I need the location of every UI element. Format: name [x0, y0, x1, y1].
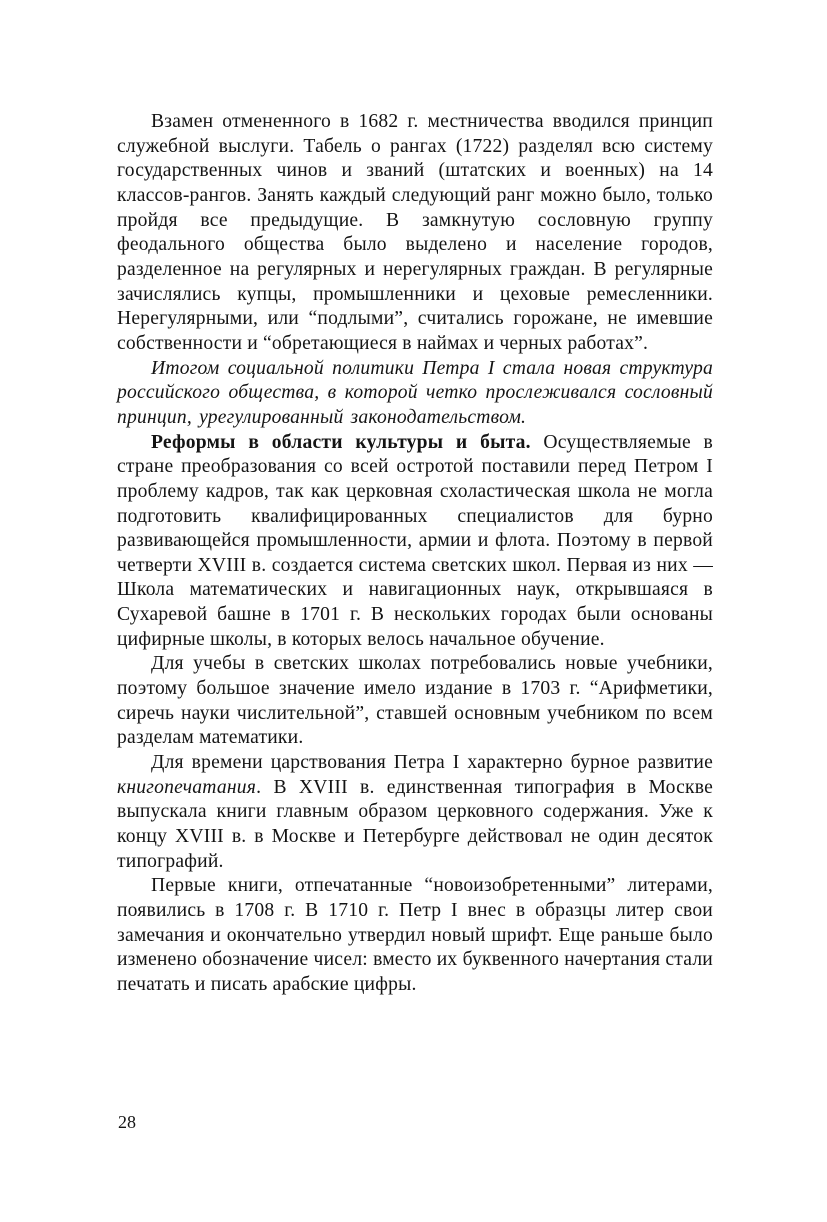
- paragraph-printing-after: . В XVIII в. единственная типография в Москве выпускала книги главным образом церковного содержания. Уже к концу XVIII в. в Москве и Петербурге действовал не один десяток типографий.: [117, 776, 713, 872]
- page-number: 28: [118, 1112, 136, 1132]
- paragraph-printing-before: Для времени царствования Петра I характерно бурное развитие: [151, 752, 713, 774]
- section-lead-culture-reforms: Реформы в области культуры и быта.: [151, 431, 531, 453]
- paragraph-printing: [117, 751, 713, 874]
- paragraph-social-policy-summary: Итогом социальной политики Петра I стала новая структура российского общества, в которой четко прослеживался сословный принцип, урегулированный законодательством.: [117, 357, 713, 428]
- paragraph-textbooks: Для учебы в светских школах потребовались новые учебники, поэтому большое значение имело издание в 1703 г. “Арифметики, сиречь науки числительной”, ставшей основным учебником по всем разделам математики.: [117, 653, 713, 749]
- paragraph-culture-reforms-text: Осуществляемые в стране преобразования со всей остротой поставили перед Петром I проблему кадров, так как церковная схоластическая школа не могла подготовить квалифицированных специалистов для бурно развивающейся промышленности, армии и флота. Поэтому в первой четверти XVIII в. создается система светских школ. Первая из них — Школа математических и навигационных наук, открывшаяся в Сухаревой башне в 1701 г. В нескольких городах были основаны цифирные школы, в которых велось начальное обучение.: [117, 431, 713, 650]
- paragraph-culture-reforms: [117, 431, 713, 653]
- paragraph-first-books: Первые книги, отпечатанные “новоизобретенными” литерами, появились в 1708 г. В 1710 г. Петр I внес в образцы литер свои замечания и окончательно утвердил новый шрифт. Еще раньше было изменено обозначение чисел: вместо их буквенного начертания стали печатать и писать арабские цифры.: [117, 875, 713, 995]
- paragraph-table-of-ranks: Взамен отмененного в 1682 г. местничества вводился принцип служебной выслуги. Табель о рангах (1722) разделял всю систему государственных чинов и званий (штатских и военных) на 14 классов-рангов. Занять каждый следующий ранг можно было, только пройдя все предыдущие. В замкнутую сословную группу феодального общества было выделено и население городов, разделенное на регулярных и нерегулярных граждан. В регулярные зачислялись купцы, промышленники и цеховые ремесленники. Нерегулярными, или “подлыми”, считались горожане, не имевшие собственности и “обретающиеся в наймах и черных работах”.: [117, 111, 713, 354]
- text-block: [117, 110, 713, 998]
- paragraph-printing-italic-term: книгопечатания: [117, 776, 257, 798]
